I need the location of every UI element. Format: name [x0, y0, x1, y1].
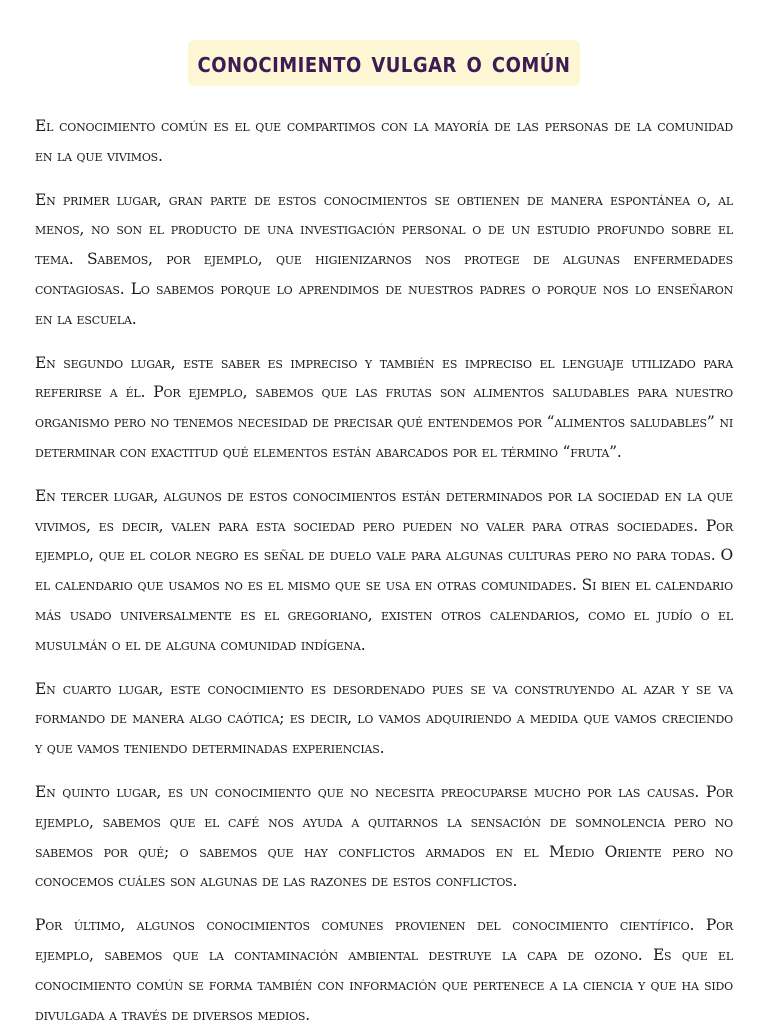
- page-title: conocimiento vulgar o común: [188, 40, 581, 86]
- title-container: [35, 40, 733, 90]
- paragraph-fourth: En cuarto lugar, este conocimiento es desordenado pues se va construyendo al azar y se va formando de manera algo caótica; es decir, lo vamos adquiriendo a medida que vamos creciendo y que vamos teniendo determinadas experiencias.: [35, 679, 733, 758]
- paragraph-second: En segundo lugar, este saber es impreciso y también es impreciso el lenguaje utilizado para referirse a él. Por ejemplo, sabemos que las frutas son alimentos saludables para nuestro organismo pero no tenemos necesidad de precisar qué entendemos por “alimentos saludables” ni determinar con exactitud qué elementos están abarcados por el término “fruta”.: [35, 353, 733, 461]
- paragraph-third: En tercer lugar, algunos de estos conocimientos están determinados por la sociedad en la que vivimos, es decir, valen para esta sociedad pero pueden no valer para otras sociedades. Por ejemplo, que el color negro es señal de duelo vale para algunas culturas pero no para todas. O el calendario que usamos no es el mismo que se usa en otras comunidades. Si bien el calendario más usado universalmente es el gregoriano, existen otros calendarios, como el judío o el musulmán o el de alguna comunidad indígena.: [35, 486, 733, 654]
- paragraph-last: Por último, algunos conocimientos comunes provienen del conocimiento científico. Por ejemplo, sabemos que la contaminación ambiental destruye la capa de ozono. Es que el conocimiento común se forma también con información que pertenece a la ciencia y que ha sido divulgada a través de diversos medios.: [35, 916, 733, 1024]
- paragraph-fifth: En quinto lugar, es un conocimiento que no necesita preocuparse mucho por las causas. Por ejemplo, sabemos que el café nos ayuda a quitarnos la sensación de somnolencia pero no sabemos por qué; o sabemos que hay conflictos armados en el Medio Oriente pero no conocemos cuáles son algunas de las razones de estos conflictos.: [35, 782, 733, 891]
- paragraph-first: En primer lugar, gran parte de estos conocimientos se obtienen de manera espontánea o, al menos, no son el producto de una investigación personal o de un estudio profundo sobre el tema. Sabemos, por ejemplo, que higienizarnos nos protege de algunas enfermedades contagiosas. Lo sabemos porque lo aprendimos de nuestros padres o porque nos lo enseñaron en la escuela.: [35, 190, 733, 328]
- paragraph-intro: El conocimiento común es el que compartimos con la mayoría de las personas de la comunidad en la que vivimos.: [35, 117, 733, 165]
